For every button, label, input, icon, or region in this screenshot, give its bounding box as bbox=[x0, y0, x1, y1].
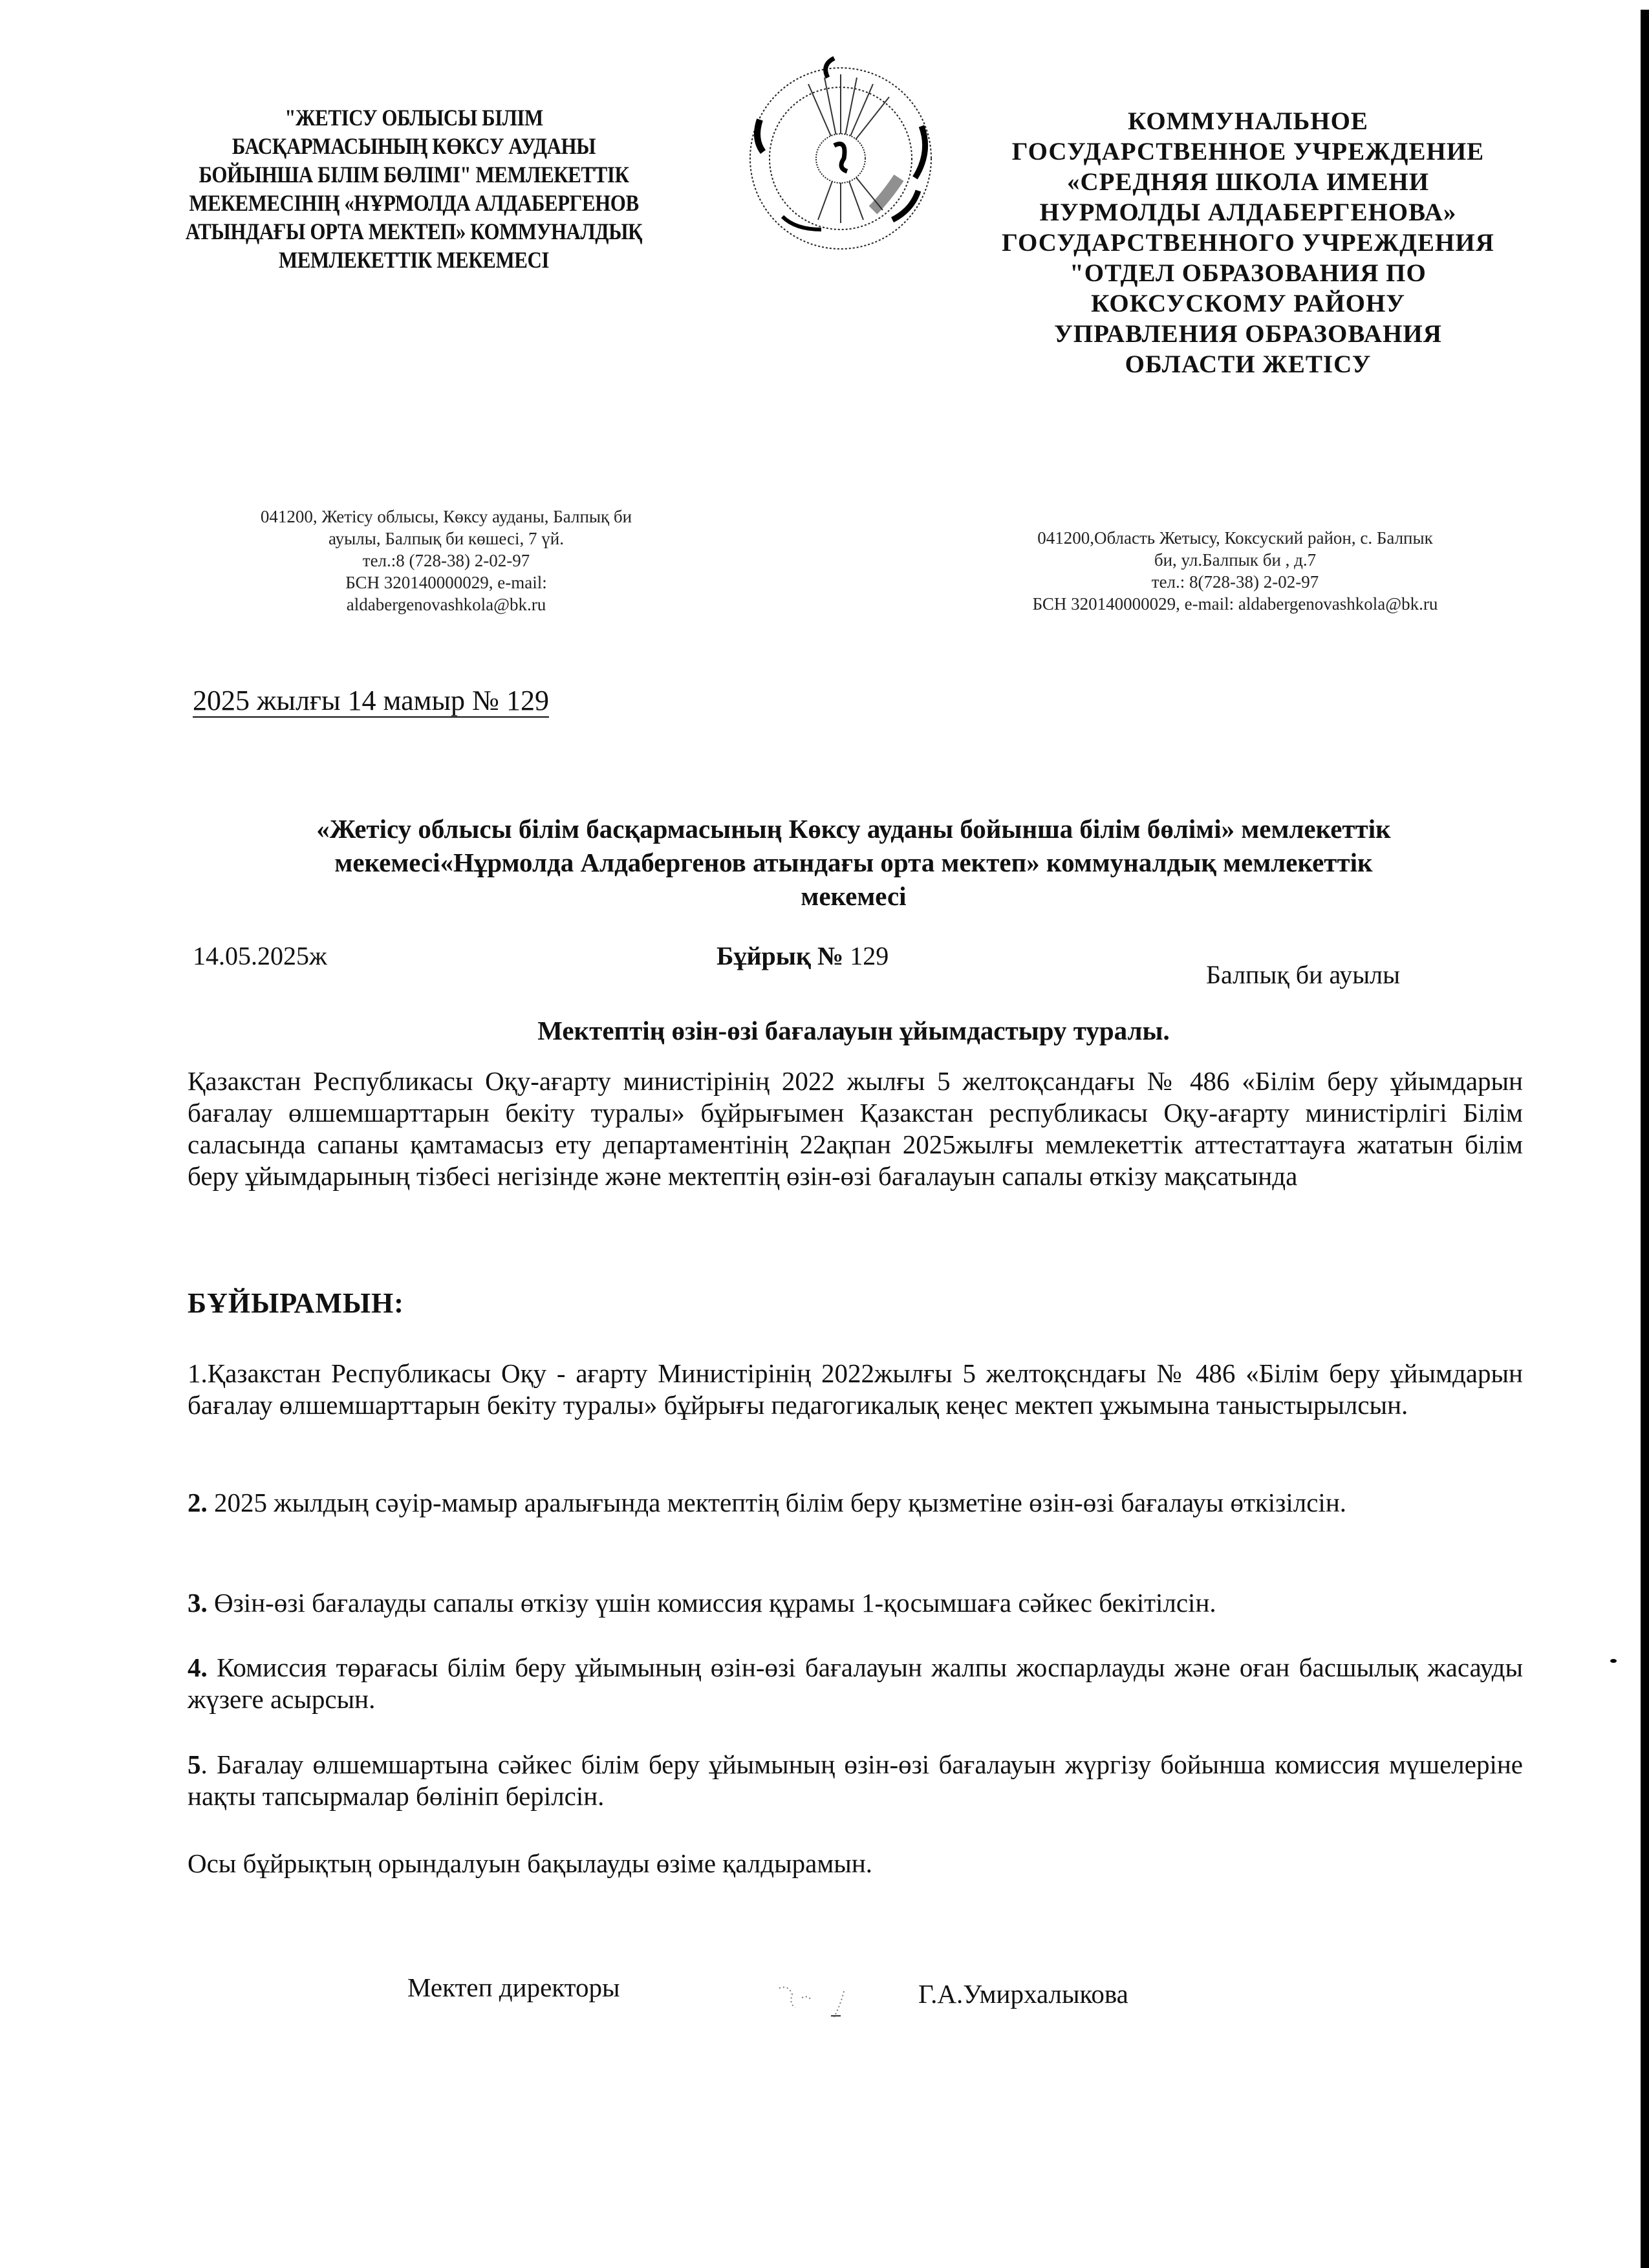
scan-speck bbox=[1610, 1659, 1617, 1663]
decree-heading: БҰЙЫРАМЫН: bbox=[188, 1287, 404, 1319]
address-line: 041200,Область Жетысу, Коксуский район, с. Балпык bbox=[1037, 528, 1433, 548]
handwritten-signature-icon bbox=[773, 1978, 857, 2024]
order-place: Балпық би ауылы bbox=[1206, 960, 1400, 989]
item-number: 4. bbox=[188, 1653, 208, 1682]
header-right-line: КОКСУСКОМУ РАЙОНУ bbox=[1091, 290, 1405, 317]
header-right-line: "ОТДЕЛ ОБРАЗОВАНИЯ ПО bbox=[1070, 259, 1427, 287]
order-date: 14.05.2025ж bbox=[193, 941, 327, 970]
intro-paragraph: Қазакстан Республикасы Оқу-ағарту министірінің 2022 жылғы 5 желтоқсандағы № 486 «Білім беру ұйымдарын бағалау өлшемшарттарын бекіту туралы» бұйрығымен Қазакстан республикасы Оқу-ағарту министірлігі Білім саласында сапаны қамтамасыз ету департаментінің 22ақпан 2025жылғы мемлекеттік аттестаттауға жататын білім беру ұйымдарының тізбесі негізінде және мектептің өзін-өзі бағалауын сапалы өткізу мақсатында bbox=[188, 1066, 1523, 1191]
header-left-line: МЕКЕМЕСІНІҢ «НҰРМОЛДА АЛДАБЕРГЕНОВ bbox=[189, 190, 639, 216]
organization-title bbox=[188, 812, 1520, 913]
signatory-title: Мектеп директоры bbox=[407, 1973, 620, 2002]
header-right-line: УПРАВЛЕНИЯ ОБРАЗОВАНИЯ bbox=[1054, 320, 1442, 348]
item-number: 2. bbox=[188, 1488, 208, 1517]
address-right bbox=[976, 527, 1494, 615]
org-title-line: «Жетісу облысы білім басқармасының Көксу ауданы бойынша білім бөлімі» мемлекеттік bbox=[316, 814, 1391, 844]
address-line: 041200, Жетісу облысы, Көксу ауданы, Балпық би bbox=[260, 507, 632, 526]
scan-border bbox=[1641, 10, 1649, 2268]
phone-line: тел.:8 (728-38) 2-02-97 bbox=[362, 551, 530, 570]
order-item bbox=[188, 1487, 1523, 1519]
document-title: Мектептің өзін-өзі бағалауын ұйымдастыру туралы. bbox=[537, 1016, 1170, 1045]
item-text: 2025 жылдың сәуір-мамыр аралығында мектептің білім беру қызметіне өзін-өзі бағалауы өткізілсін. bbox=[207, 1488, 1347, 1517]
item-text: . Бағалау өлшемшартына сәйкес білім беру ұйымының өзін-өзі бағалауын жүргізу бойынша комиссия мүшелеріне нақты тапсырмалар бөлініп берілсін. bbox=[188, 1749, 1523, 1811]
header-left-kazakh bbox=[169, 103, 659, 274]
email-line: aldabergenovashkola@bk.ru bbox=[346, 595, 546, 614]
header-right-line: КОММУНАЛЬНОЕ bbox=[1128, 107, 1368, 135]
order-item bbox=[188, 1749, 1523, 1812]
item-number: 1. bbox=[188, 1358, 208, 1388]
registration-number: 2025 жылғы 14 мамыр № 129 bbox=[193, 685, 549, 716]
bin-line: БСН 320140000029, e-mail: bbox=[345, 573, 547, 592]
state-emblem-icon bbox=[744, 55, 938, 259]
signatory-name: Г.А.Умирхалыкова bbox=[918, 1979, 1128, 2009]
header-left-line: АТЫНДАҒЫ ОРТА МЕКТЕП» КОММУНАЛДЫҚ bbox=[185, 219, 643, 244]
address-line: би, ул.Балпык би , д.7 bbox=[1154, 550, 1317, 570]
header-right-line: ГОСУДАРСТВЕННОЕ УЧРЕЖДЕНИЕ bbox=[1011, 138, 1485, 166]
org-title-line: мекемесі«Нұрмолда Алдабергенов атындағы орта мектеп» коммуналдық мемлекеттік bbox=[334, 848, 1373, 877]
item-number: 5 bbox=[188, 1749, 201, 1779]
order-number-value: 129 bbox=[850, 941, 889, 970]
order-label: Бұйрық № bbox=[717, 941, 844, 970]
header-left-line: МЕМЛЕКЕТТІК МЕКЕМЕСІ bbox=[278, 247, 550, 273]
order-item bbox=[188, 1358, 1523, 1421]
item-text: Комиссия төрағасы білім беру ұйымының өзін-өзі бағалауын жалпы жоспарлауды және оған басшылық жасауды жүзеге асырсын. bbox=[188, 1653, 1523, 1714]
bin-email-line: БСН 320140000029, e-mail: aldabergenovashkola@bk.ru bbox=[1032, 594, 1438, 614]
item-number: 3. bbox=[188, 1588, 208, 1618]
org-title-line: мекемесі bbox=[801, 881, 907, 911]
header-right-line: ГОСУДАРСТВЕННОГО УЧРЕЖДЕНИЯ bbox=[1002, 229, 1494, 257]
item-text: Қазакстан Республикасы Оқу - ағарту Министірінің 2022жылғы 5 желтоқсндағы № 486 «Білім беру ұйымдарын бағалау өлшемшарттарын бекіту туралы» бұйрығы педагогикалық кеңес мектеп ұжымына таныстырылсын. bbox=[188, 1358, 1523, 1420]
order-number bbox=[717, 941, 889, 971]
item-text: Өзін-өзі бағалауды сапалы өткізу үшін комиссия құрамы 1-қосымшаға сәйкес бекітілсін. bbox=[207, 1588, 1216, 1618]
header-right-line: ОБЛАСТИ ЖЕТІСУ bbox=[1125, 350, 1372, 378]
address-left bbox=[188, 506, 705, 615]
phone-line: тел.: 8(728-38) 2-02-97 bbox=[1151, 572, 1319, 592]
header-left-line: БАСҚАРМАСЫНЫҢ КӨКСУ АУДАНЫ bbox=[232, 133, 596, 159]
header-left-line: БОЙЫНША БІЛІМ БӨЛІМІ" МЕМЛЕКЕТТІК bbox=[199, 162, 629, 187]
order-item bbox=[188, 1652, 1523, 1715]
address-line: ауылы, Балпық би көшесі, 7 үй. bbox=[329, 529, 564, 548]
closing-statement: Осы бұйрықтың орындалуын бақылауды өзіме қалдырамын. bbox=[188, 1848, 873, 1878]
header-right-line: НУРМОЛДЫ АЛДАБЕРГЕНОВА» bbox=[1039, 198, 1457, 226]
header-left-line: "ЖЕТІСУ ОБЛЫСЫ БІЛІМ bbox=[285, 105, 543, 131]
order-item bbox=[188, 1587, 1523, 1619]
header-right-line: «СРЕДНЯЯ ШКОЛА ИМЕНИ bbox=[1066, 168, 1430, 196]
header-right-russian bbox=[970, 106, 1526, 380]
